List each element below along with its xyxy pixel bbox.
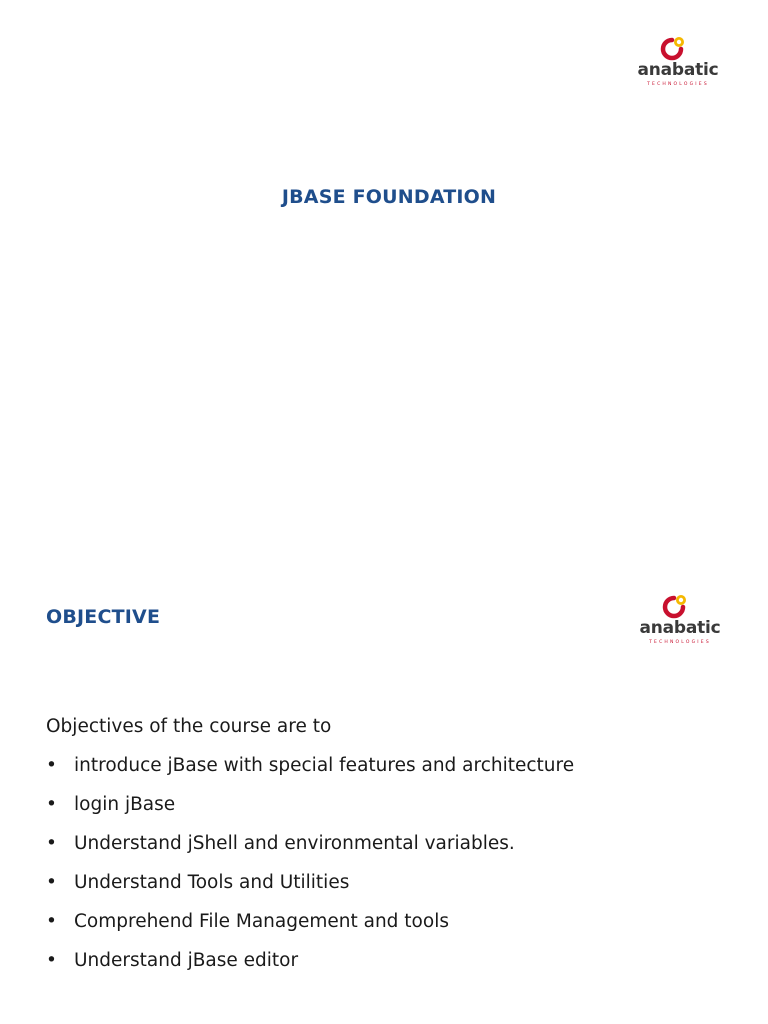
anabatic-logo-mark-icon [658,36,686,62]
logo-wordmark: anabatic [637,60,719,80]
objectives-list [46,755,574,989]
objective-slide [0,560,768,1024]
slide-title: JBASE FOUNDATION [281,186,497,208]
bullet-icon: • [46,950,57,971]
list-item-text: Understand jShell and environmental variables. [74,833,515,854]
company-logo [632,34,724,90]
logo-wordmark: anabatic [639,618,721,638]
list-item-text: Comprehend File Management and tools [74,911,449,932]
list-item-text: login jBase [74,794,176,815]
list-item-text: Understand Tools and Utilities [74,872,350,893]
list-item [46,872,574,911]
logo-tagline: TECHNOLOGIES [647,82,709,87]
anabatic-logo-mark-icon [660,594,688,620]
bullet-icon: • [46,833,57,854]
company-logo [634,592,726,648]
list-item [46,950,574,989]
logo-tagline: TECHNOLOGIES [649,640,711,645]
list-item [46,911,574,950]
slide-heading: OBJECTIVE [46,606,161,628]
objectives-intro: Objectives of the course are to [46,716,332,737]
list-item [46,794,574,833]
bullet-icon: • [46,794,57,815]
list-item-text: introduce jBase with special features and architecture [74,755,575,776]
list-item-text: Understand jBase editor [74,950,299,971]
bullet-icon: • [46,755,57,776]
bullet-icon: • [46,911,57,932]
list-item [46,755,574,794]
bullet-icon: • [46,872,57,893]
list-item [46,833,574,872]
